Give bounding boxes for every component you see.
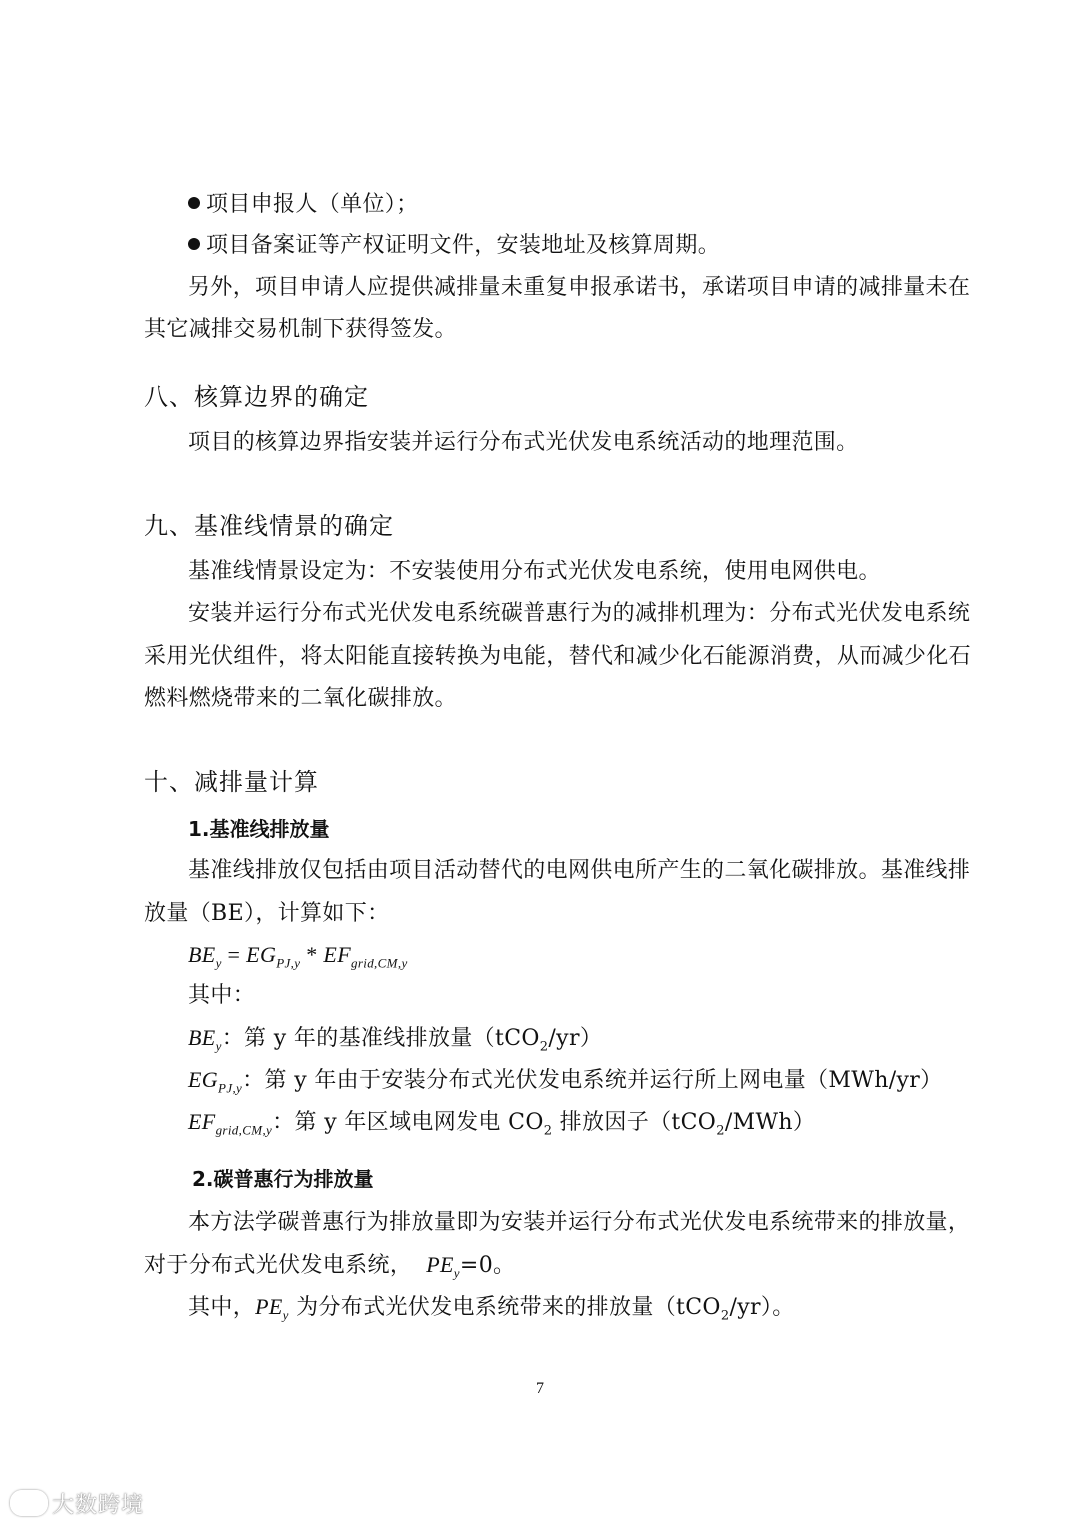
bullet-dot-icon: [188, 197, 200, 209]
bullet-item: 项目申报人（单位）；: [188, 190, 419, 220]
definition-line: $EF_{grid,CM,y}$：第 y 年区域电网发电 $CO_2$ 排放因子（tCO$_2$/MWh）: [188, 1109, 816, 1139]
page-number: 7: [536, 1380, 544, 1397]
paragraph-line: 另外，项目申请人应提供减排量未重复申报承诺书，承诺项目申请的减排量未在: [188, 275, 971, 300]
bullet-item: 项目备案证等产权证明文件，安装地址及核算周期。: [188, 231, 720, 261]
paragraph-line: 基准线排放仅包括由项目活动替代的电网供电所产生的二氧化碳排放。基准线排: [188, 858, 971, 883]
paragraph-line: 采用光伏组件，将太阳能直接转换为电能，替代和减少化石能源消费，从而减少化石: [144, 644, 971, 669]
paragraph-line: 其它减排交易机制下获得签发。: [144, 317, 457, 342]
section-heading: 九、基准线情景的确定: [144, 512, 394, 540]
paragraph-line: 基准线情景设定为：不安装使用分布式光伏发电系统，使用电网供电。: [188, 559, 881, 584]
paragraph-line: 项目的核算边界指安装并运行分布式光伏发电系统活动的地理范围。: [188, 430, 859, 455]
section-heading: 十、减排量计算: [144, 768, 319, 796]
paragraph-line: 燃料燃烧带来的二氧化碳排放。: [144, 686, 457, 711]
chat-bubble-icon: [10, 1490, 48, 1516]
subsection-heading: 1.基准线排放量: [188, 817, 330, 841]
section-heading: 八、核算边界的确定: [144, 383, 369, 411]
subsection-heading: 2.碳普惠行为排放量: [192, 1167, 374, 1191]
bullet-dot-icon: [188, 238, 200, 250]
paragraph-line: 放量（BE），计算如下：: [144, 901, 390, 926]
paragraph-line: 其中：: [188, 983, 256, 1008]
paragraph-line: 其中，$PE_y$ 为分布式光伏发电系统带来的排放量（tCO$_2$/yr）。: [188, 1294, 795, 1324]
paragraph-line: 安装并运行分布式光伏发电系统碳普惠行为的减排机理为：分布式光伏发电系统: [188, 601, 971, 626]
paragraph-line: 本方法学碳普惠行为排放量即为安装并运行分布式光伏发电系统带来的排放量，: [188, 1210, 971, 1235]
paragraph-line: 对于分布式光伏发电系统， $PE_y=0$。: [144, 1252, 516, 1281]
definition-line: $EG_{PJ,y}$：第 y 年由于安装分布式光伏发电系统并运行所上网电量（MWh/yr）: [188, 1067, 943, 1096]
watermark: 大数跨境: [10, 1488, 144, 1519]
formula: $BE_y = EG_{PJ,y} * EF_{grid,CM,y}$: [188, 942, 408, 971]
definition-line: $BE_y$：第 y 年的基准线排放量（tCO$_2$/yr）: [188, 1025, 603, 1055]
